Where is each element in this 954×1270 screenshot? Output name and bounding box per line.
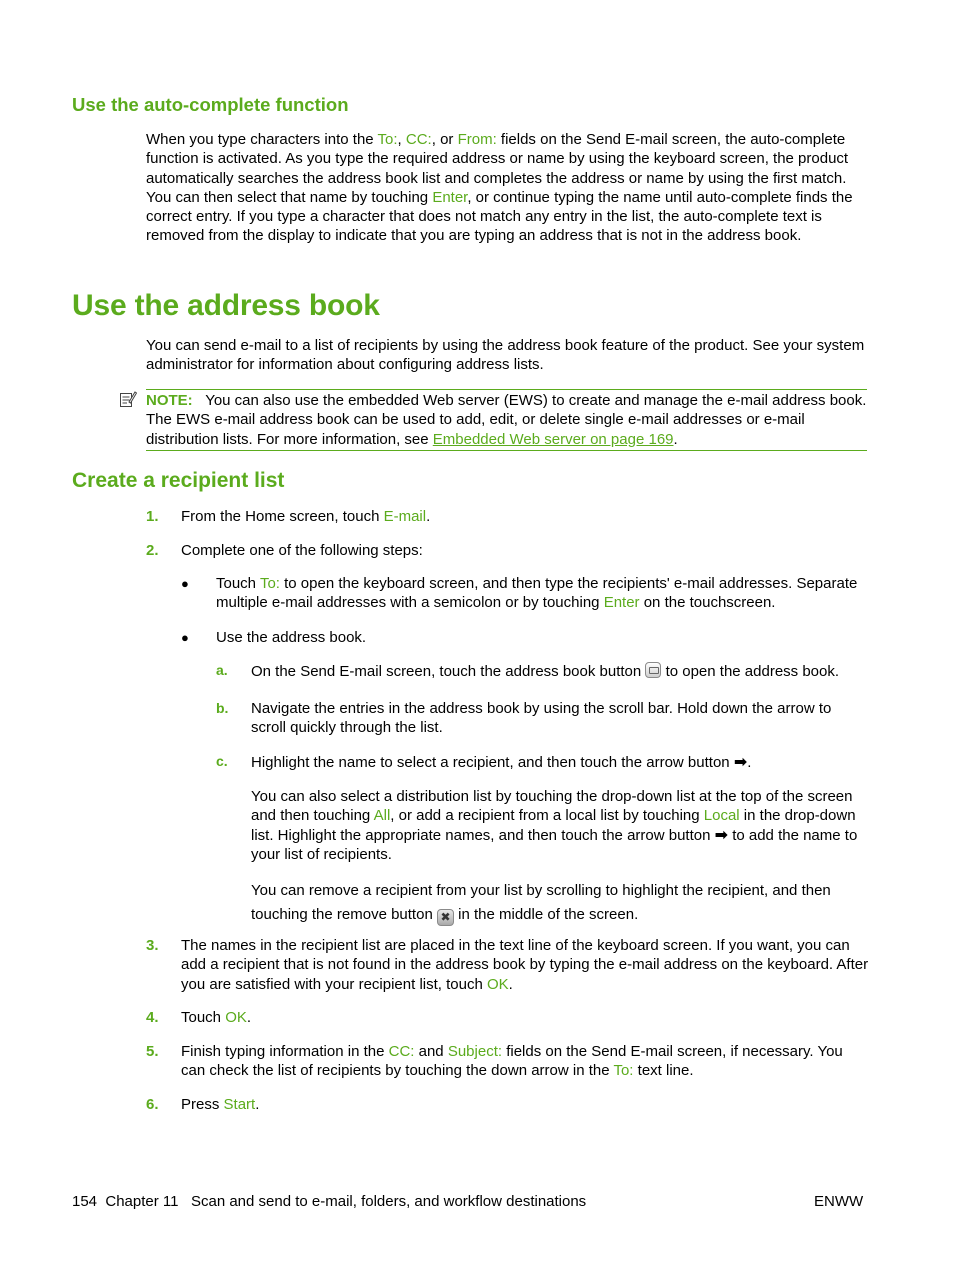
step-1 bbox=[181, 507, 430, 526]
text: . bbox=[246, 1009, 252, 1026]
step-number: 2. bbox=[146, 542, 159, 559]
text: . bbox=[426, 508, 431, 525]
text: Press bbox=[181, 1096, 224, 1113]
bullet-touch-to bbox=[216, 574, 868, 613]
ok-ref: OK bbox=[486, 975, 509, 993]
step-number: 6. bbox=[146, 1096, 159, 1113]
from-field-ref: From: bbox=[457, 131, 497, 148]
text: Touch bbox=[181, 1009, 226, 1026]
arrow-right-icon: ➡ bbox=[714, 826, 729, 844]
text: . bbox=[747, 754, 752, 771]
arrow-right-icon: ➡ bbox=[733, 754, 748, 771]
to-field-ref: To: bbox=[377, 131, 398, 148]
text: You can also select a distribution list by touching the drop-down list at the top of the screen and then touching bbox=[251, 788, 853, 825]
local-ref: Local bbox=[703, 807, 740, 825]
text: in the drop-down list. Highlight the appropriate names, and then touch the arrow button bbox=[251, 807, 856, 844]
text: , bbox=[397, 131, 406, 148]
remove-button-icon: ✖ bbox=[437, 909, 454, 926]
section-heading-recipient-list: Create a recipient list bbox=[72, 469, 285, 492]
substep-label: a. bbox=[216, 662, 228, 678]
step-number: 5. bbox=[146, 1043, 159, 1060]
ok-ref: OK bbox=[225, 1009, 247, 1026]
text: , or bbox=[431, 131, 458, 148]
enter-ref: Enter bbox=[432, 188, 468, 206]
text: . bbox=[673, 430, 678, 448]
text: You can remove a recipient from your list by scrolling to highlight the recipient, and then touching the remove button bbox=[251, 882, 831, 923]
text: text line. bbox=[633, 1062, 694, 1080]
text: fields on the Send E-mail screen, the auto-complete function is activated. As you type the required address or name by using the keyboard screen, the product automatically searches the address book list and completes the address or name by using the first match. You can then select that name by touching bbox=[146, 131, 849, 206]
page-footer-right: ENWW bbox=[814, 1193, 864, 1210]
step-number: 1. bbox=[146, 508, 159, 525]
distribution-list-paragraph bbox=[251, 787, 869, 864]
text: to open the address book. bbox=[661, 663, 840, 680]
cc-field-ref: CC: bbox=[388, 1043, 415, 1060]
remove-recipient-paragraph bbox=[251, 879, 869, 927]
start-ref: Start bbox=[223, 1096, 256, 1113]
text: Touch bbox=[216, 575, 260, 592]
text: fields on the Send E-mail screen, if necessary. You can check the list of recipients by touching the down arrow in the bbox=[181, 1043, 843, 1080]
substep-c bbox=[251, 753, 869, 772]
step-number: 4. bbox=[146, 1009, 159, 1026]
subject-field-ref: Subject: bbox=[447, 1043, 503, 1060]
ews-link[interactable]: Embedded Web server on page 169 bbox=[432, 430, 674, 448]
text: . bbox=[255, 1096, 260, 1113]
text: on the touchscreen. bbox=[639, 594, 776, 612]
cc-field-ref: CC: bbox=[405, 131, 432, 148]
bullet-use-address-book: Use the address book. bbox=[216, 629, 367, 646]
text: , or add a recipient from a local list by touching bbox=[390, 807, 704, 825]
text: When you type characters into the bbox=[146, 131, 378, 148]
email-ref: E-mail bbox=[383, 508, 427, 525]
bullet-icon: ● bbox=[181, 630, 189, 645]
text: , or continue typing the name until auto-complete finds the correct entry. If you type a character that does not match any entry in the list, the auto-complete text is removed from the display to indicate that you are typing an address that is not in the address book. bbox=[146, 188, 853, 245]
note-text: You can also use the embedded Web server (EWS) to create and manage the e-mail address book. The EWS e-mail address book can be used to add, edit, or delete single e-mail addresses or e-mail distribution lists. For more information, see bbox=[146, 392, 867, 448]
step-2: Complete one of the following steps: bbox=[181, 542, 423, 559]
substep-b: Navigate the entries in the address book by using the scroll bar. Hold down the arrow to scroll quickly through the list. bbox=[251, 700, 832, 737]
substep-a bbox=[251, 662, 869, 681]
substep-label: c. bbox=[216, 753, 228, 769]
page-title-address-book: Use the address book bbox=[72, 289, 380, 322]
text: Highlight the name to select a recipient, and then touch the arrow button bbox=[251, 754, 734, 771]
text: to open the keyboard screen, and then type the recipients' e-mail addresses. Separate multiple e-mail addresses with a semicolon or by touching bbox=[216, 575, 858, 612]
step-number: 3. bbox=[146, 937, 159, 954]
text: The names in the recipient list are placed in the text line of the keyboard screen. If you want, you can add a recipient that is not found in the address book by typing the e-mail address on the keyboard. After you are satisfied with your recipient list, touch bbox=[181, 937, 869, 993]
text: Finish typing information in the bbox=[181, 1043, 389, 1060]
bullet-icon: ● bbox=[181, 576, 189, 591]
enter-ref: Enter bbox=[603, 594, 640, 612]
address-book-intro: You can send e-mail to a list of recipients by using the address book feature of the product. See your system administrator for information about configuring address lists. bbox=[146, 337, 865, 374]
note-icon bbox=[119, 390, 137, 408]
address-book-button-icon bbox=[645, 662, 661, 678]
section-heading-auto-complete: Use the auto-complete function bbox=[72, 94, 349, 115]
text: . bbox=[508, 975, 513, 993]
note-label: NOTE: bbox=[146, 392, 193, 409]
text: to add the name to your list of recipients. bbox=[251, 826, 858, 863]
to-field-ref: To: bbox=[613, 1062, 634, 1080]
text: On the Send E-mail screen, touch the address book button bbox=[251, 663, 646, 680]
substep-label: b. bbox=[216, 700, 229, 716]
step-5 bbox=[181, 1042, 869, 1081]
step-4 bbox=[181, 1008, 251, 1027]
text: in the middle of the screen. bbox=[453, 906, 639, 923]
step-3 bbox=[181, 936, 869, 994]
text: and bbox=[414, 1043, 448, 1060]
all-ref: All bbox=[373, 807, 391, 825]
note-box bbox=[146, 389, 867, 451]
text: From the Home screen, touch bbox=[181, 508, 384, 525]
auto-complete-paragraph bbox=[146, 130, 868, 246]
page-footer-left: 154 Chapter 11 Scan and send to e-mail, folders, and workflow destinations bbox=[72, 1193, 587, 1210]
step-6 bbox=[181, 1095, 259, 1114]
to-field-ref: To: bbox=[259, 575, 280, 592]
